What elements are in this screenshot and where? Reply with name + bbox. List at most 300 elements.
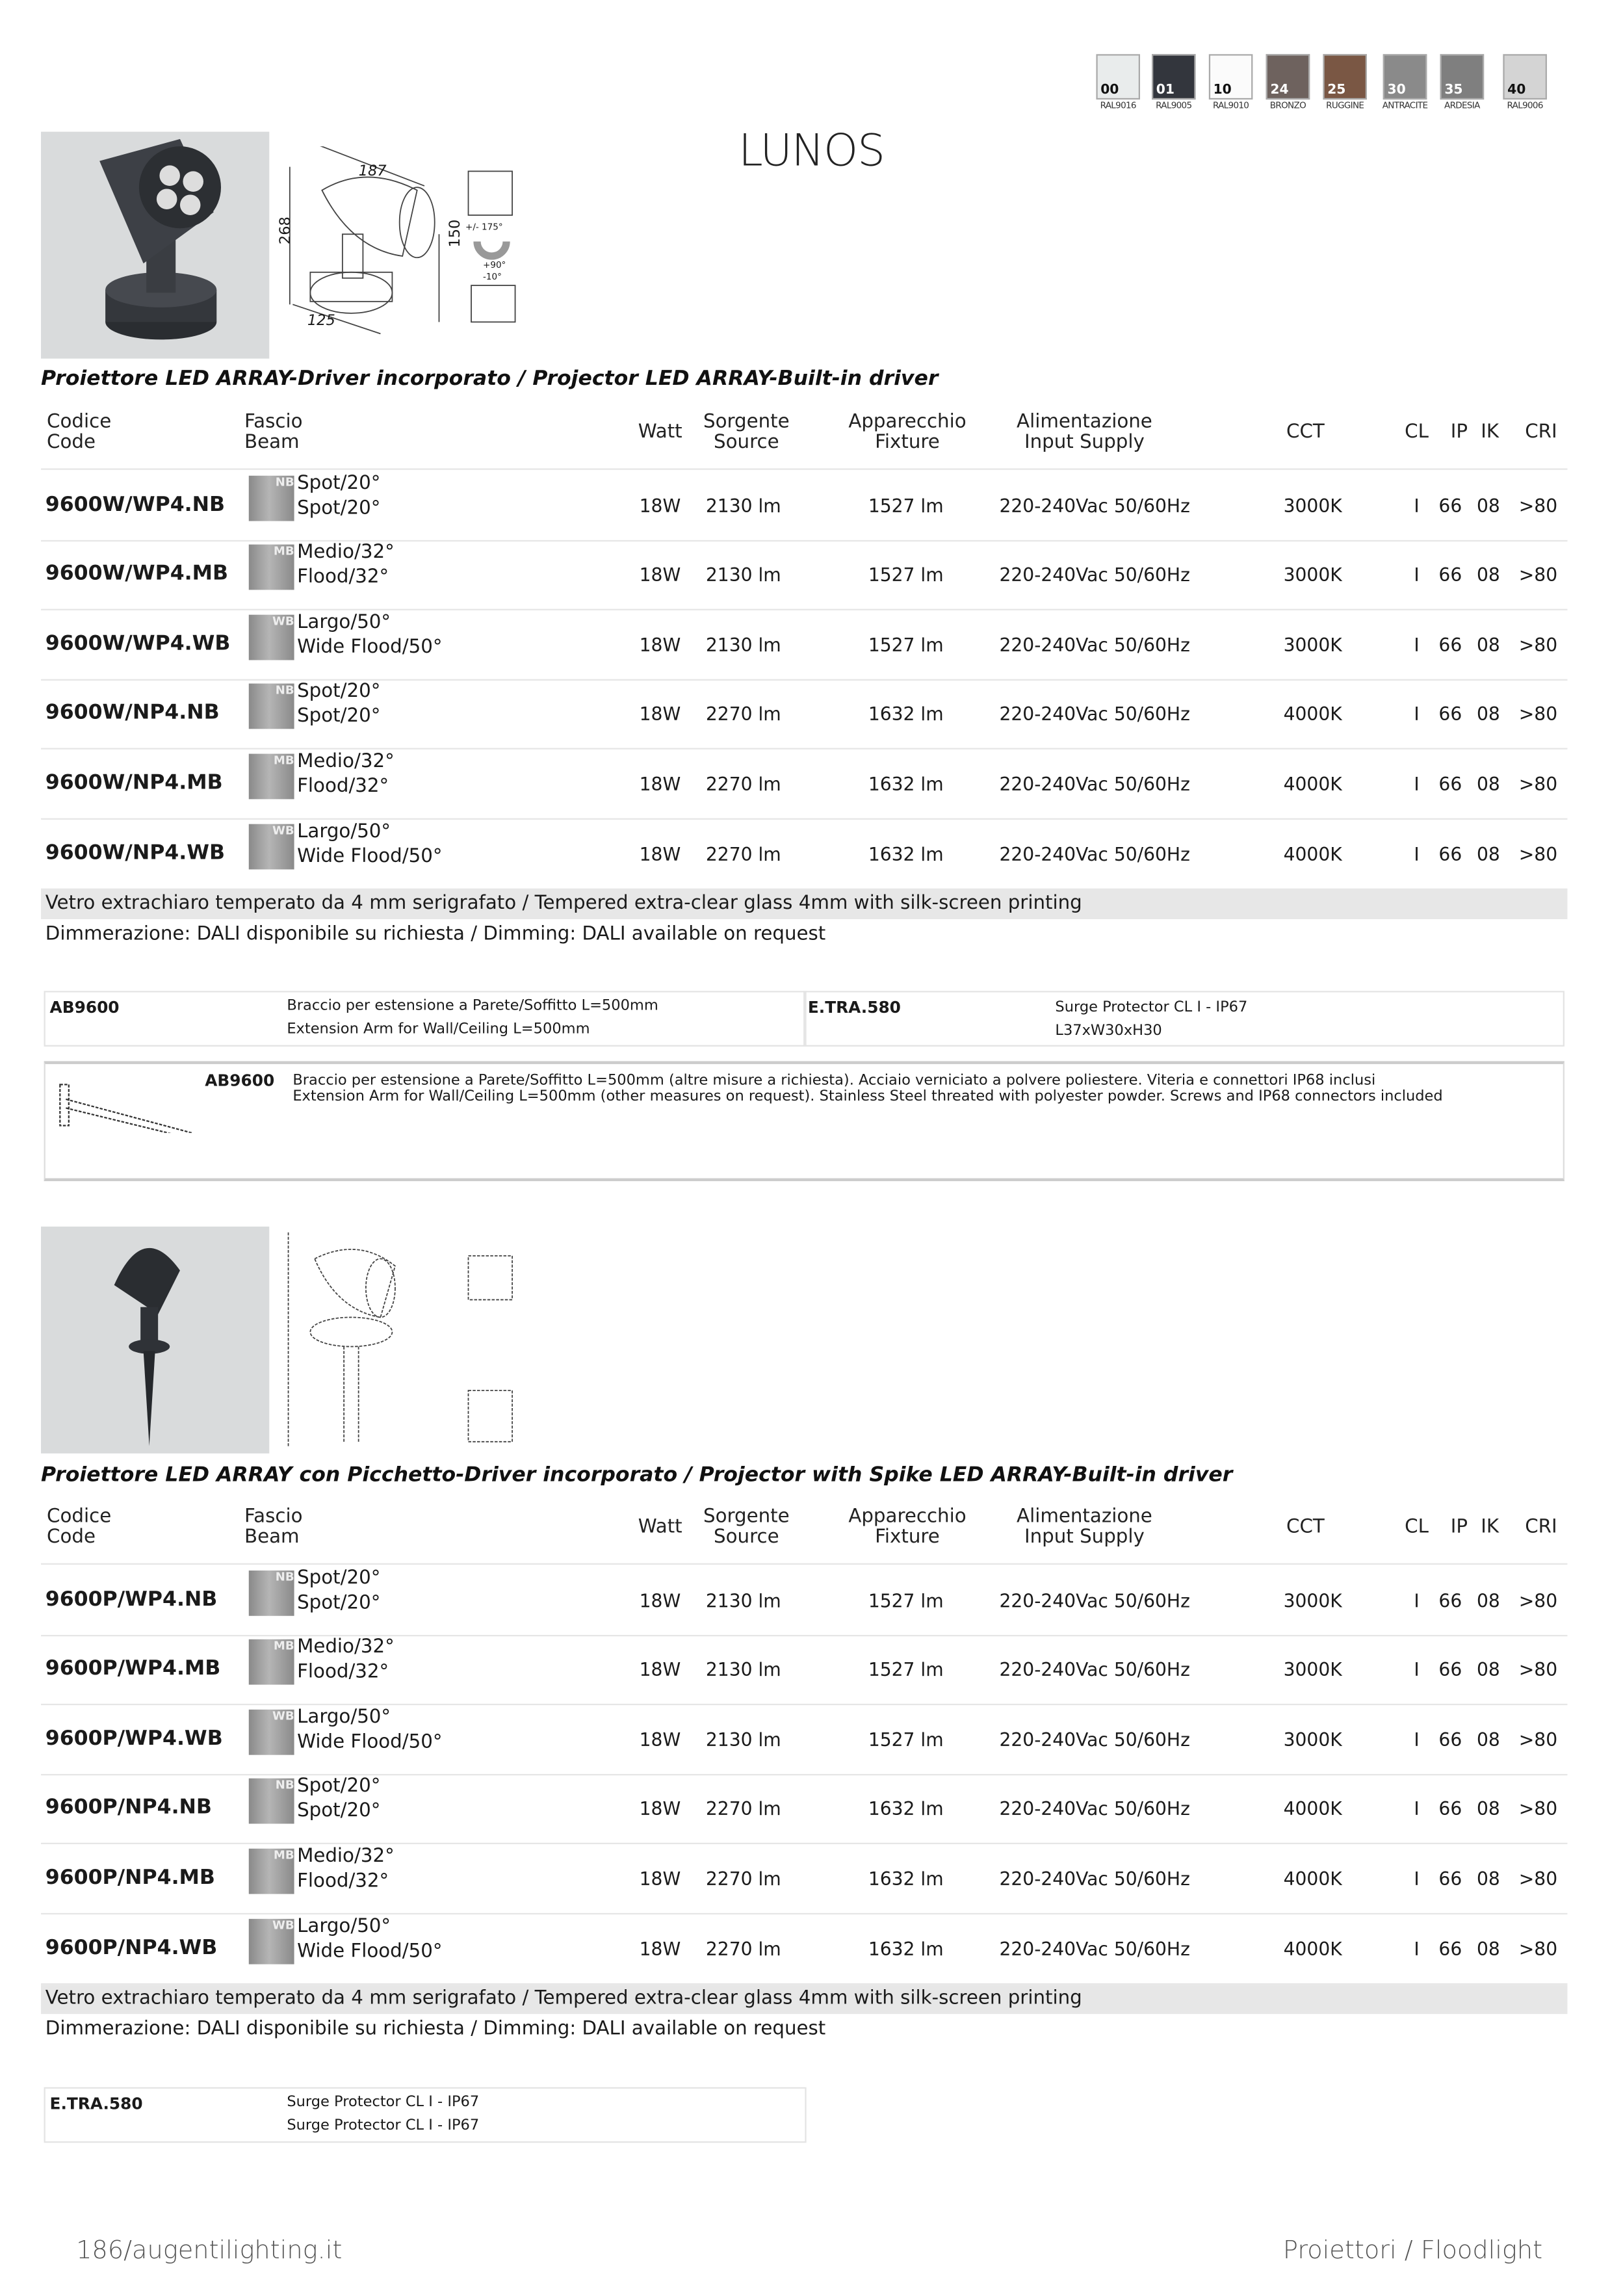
color-swatch[interactable] bbox=[1096, 54, 1140, 99]
table-row[interactable] bbox=[41, 1563, 1567, 1637]
header-label-en: Input Supply bbox=[1024, 432, 1145, 454]
section-heading: Proiettore LED ARRAY-Driver incorporato / Projector LED ARRAY-Built-in driver bbox=[41, 367, 939, 391]
cell-cl: I bbox=[1414, 1868, 1420, 1890]
swatch-label: ARDESIA bbox=[1444, 101, 1480, 112]
cell-ip: 66 bbox=[1438, 1658, 1462, 1680]
cell-cl: I bbox=[1414, 633, 1420, 655]
cell-cl: I bbox=[1414, 1589, 1420, 1612]
dim-base: 125 bbox=[307, 313, 335, 330]
cell-ik: 08 bbox=[1476, 1728, 1500, 1750]
cell-cct: 4000K bbox=[1283, 703, 1342, 725]
cell-watt: 18W bbox=[639, 1658, 681, 1680]
cell-fixture: 1527 lm bbox=[868, 495, 944, 517]
cell-code: 9600W/NP4.WB bbox=[45, 841, 226, 865]
beam-en: Wide Flood/50° bbox=[297, 846, 443, 868]
cell-cri: >80 bbox=[1518, 1797, 1558, 1820]
beam-it: Medio/32° bbox=[297, 751, 395, 774]
dim-head: 150 bbox=[448, 219, 464, 248]
cell-watt: 18W bbox=[639, 1938, 681, 1960]
color-swatch[interactable] bbox=[1209, 54, 1253, 99]
header-label-en: Input Supply bbox=[1024, 1526, 1145, 1549]
header-label-en: Source bbox=[714, 432, 779, 454]
cell-supply: 220-240Vac 50/60Hz bbox=[999, 1868, 1190, 1890]
cell-cl: I bbox=[1414, 1658, 1420, 1680]
floodlight-image bbox=[41, 132, 269, 359]
cell-watt: 18W bbox=[639, 842, 681, 865]
cell-cl: I bbox=[1414, 563, 1420, 586]
beam-icon bbox=[249, 1639, 294, 1684]
cell-cl: I bbox=[1414, 1938, 1420, 1960]
cell-beam bbox=[297, 1914, 442, 1964]
header-label: IP bbox=[1450, 1516, 1468, 1539]
header-label-en: Beam bbox=[244, 1526, 300, 1549]
cell-supply: 220-240Vac 50/60Hz bbox=[999, 633, 1190, 655]
cell-cct: 4000K bbox=[1283, 1938, 1342, 1960]
cell-beam bbox=[297, 750, 395, 800]
cell-ik: 08 bbox=[1476, 842, 1500, 865]
cell-source: 2130 lm bbox=[705, 1728, 781, 1750]
accessory-code: E.TRA.580 bbox=[49, 2094, 143, 2114]
cell-cct: 4000K bbox=[1283, 773, 1342, 796]
cell-cri: >80 bbox=[1518, 773, 1558, 796]
beam-icon bbox=[249, 544, 294, 590]
color-swatch[interactable] bbox=[1503, 54, 1547, 99]
swatch-label: ANTRACITE bbox=[1382, 101, 1428, 112]
beam-badge: NB bbox=[275, 684, 294, 698]
beam-badge: WB bbox=[272, 824, 294, 837]
cell-supply: 220-240Vac 50/60Hz bbox=[999, 1589, 1190, 1612]
cell-cl: I bbox=[1414, 842, 1420, 865]
table-row[interactable] bbox=[41, 678, 1567, 750]
color-swatch[interactable] bbox=[1152, 54, 1196, 99]
cell-code: 9600W/WP4.MB bbox=[45, 562, 229, 586]
cell-cct: 3000K bbox=[1283, 633, 1342, 655]
cell-cl: I bbox=[1414, 495, 1420, 517]
header-label: CCT bbox=[1286, 421, 1325, 444]
header-label: CCT bbox=[1286, 1516, 1325, 1539]
cell-supply: 220-240Vac 50/60Hz bbox=[999, 1728, 1190, 1750]
cell-code: 9600W/NP4.NB bbox=[45, 701, 220, 725]
beam-en: Flood/32° bbox=[297, 1661, 389, 1683]
cell-ik: 08 bbox=[1476, 563, 1500, 586]
beam-it: Medio/32° bbox=[297, 1846, 395, 1868]
cell-supply: 220-240Vac 50/60Hz bbox=[999, 1797, 1190, 1820]
cell-ip: 66 bbox=[1438, 633, 1462, 655]
cell-cri: >80 bbox=[1518, 1658, 1558, 1680]
cell-ik: 08 bbox=[1476, 703, 1500, 725]
header-beam bbox=[244, 413, 303, 454]
color-swatch[interactable] bbox=[1383, 54, 1427, 99]
cell-cct: 3000K bbox=[1283, 563, 1342, 586]
tilt-down-label: -10° bbox=[483, 272, 502, 283]
spike-dimension-drawing bbox=[278, 1229, 527, 1449]
beam-it: Spot/20° bbox=[297, 1567, 381, 1590]
cell-cct: 3000K bbox=[1283, 495, 1342, 517]
cell-cct: 3000K bbox=[1283, 1658, 1342, 1680]
cell-source: 2130 lm bbox=[705, 563, 781, 586]
swatch-code: 25 bbox=[1327, 83, 1346, 98]
header-source bbox=[658, 413, 834, 454]
swatch-code: 24 bbox=[1270, 83, 1289, 98]
header-label: CL bbox=[1405, 1516, 1429, 1539]
cell-ik: 08 bbox=[1476, 495, 1500, 517]
cell-ip: 66 bbox=[1438, 1728, 1462, 1750]
cell-ip: 66 bbox=[1438, 495, 1462, 517]
cell-ik: 08 bbox=[1476, 773, 1500, 796]
dimming-note: Dimmerazione: DALI disponibile su richiesta / Dimming: DALI available on request bbox=[45, 2018, 826, 2041]
cell-fixture: 1527 lm bbox=[868, 563, 944, 586]
dimming-note: Dimmerazione: DALI disponibile su richiesta / Dimming: DALI available on request bbox=[45, 923, 826, 946]
header-label: CL bbox=[1405, 421, 1429, 444]
accessory-desc-it: Surge Protector CL I - IP67 bbox=[1055, 999, 1248, 1016]
footer-category: Proiettori / Floodlight bbox=[1282, 2236, 1543, 2266]
cell-supply: 220-240Vac 50/60Hz bbox=[999, 1938, 1190, 1960]
header-label: Fascio bbox=[244, 411, 303, 434]
header-label: Codice bbox=[47, 1506, 112, 1528]
cell-watt: 18W bbox=[639, 1728, 681, 1750]
cell-beam bbox=[297, 1775, 380, 1825]
beam-en: Flood/32° bbox=[297, 776, 389, 798]
cell-cct: 4000K bbox=[1283, 842, 1342, 865]
footer-page-url[interactable]: 186/augentilighting.it bbox=[76, 2236, 343, 2266]
swatch-label: RAL9010 bbox=[1212, 101, 1249, 112]
header-label: Watt bbox=[638, 421, 682, 444]
beam-it: Spot/20° bbox=[297, 1776, 381, 1798]
beam-it: Medio/32° bbox=[297, 1636, 395, 1658]
cell-code: 9600P/NP4.WB bbox=[45, 1936, 218, 1960]
dim-height: 268 bbox=[278, 216, 294, 245]
table-row[interactable] bbox=[41, 818, 1567, 890]
beam-en: Wide Flood/50° bbox=[297, 636, 443, 659]
beam-en: Flood/32° bbox=[297, 566, 389, 588]
cell-cri: >80 bbox=[1518, 633, 1558, 655]
accessory-dimensions: L37xW30xH30 bbox=[1055, 1023, 1162, 1039]
swatch-label: RAL9016 bbox=[1100, 101, 1136, 112]
table-row[interactable] bbox=[41, 538, 1567, 610]
technical-drawing-spike bbox=[278, 1229, 527, 1449]
swatch-label: RAL9005 bbox=[1156, 101, 1192, 112]
header-source bbox=[658, 1507, 834, 1548]
cell-cct: 3000K bbox=[1283, 1589, 1342, 1612]
cell-cl: I bbox=[1414, 1728, 1420, 1750]
beam-it: Largo/50° bbox=[297, 611, 391, 634]
cell-beam bbox=[297, 540, 395, 590]
cell-ik: 08 bbox=[1476, 1658, 1500, 1680]
header-label: Apparecchio bbox=[848, 1506, 967, 1528]
swatch-label: BRONZO bbox=[1269, 101, 1306, 112]
cell-cl: I bbox=[1414, 773, 1420, 796]
beam-en: Wide Flood/50° bbox=[297, 1730, 443, 1753]
product-photo-wall bbox=[41, 132, 269, 359]
cell-code: 9600W/WP4.WB bbox=[45, 631, 231, 655]
header-label: IP bbox=[1450, 421, 1468, 444]
product-title: LUNOS bbox=[738, 125, 885, 177]
accessory-detail-box bbox=[44, 1061, 1565, 1181]
beam-icon bbox=[249, 476, 294, 521]
cell-beam bbox=[297, 1635, 395, 1685]
cell-source: 2270 lm bbox=[705, 1797, 781, 1820]
swatch-code: 01 bbox=[1156, 83, 1175, 98]
cell-watt: 18W bbox=[639, 773, 681, 796]
cell-watt: 18W bbox=[639, 1589, 681, 1612]
header-label-en: Fixture bbox=[875, 1526, 940, 1549]
cell-source: 2270 lm bbox=[705, 842, 781, 865]
header-label: Alimentazione bbox=[1017, 411, 1152, 434]
swatch-code: 35 bbox=[1444, 83, 1463, 98]
cell-source: 2270 lm bbox=[705, 1938, 781, 1960]
cell-source: 2270 lm bbox=[705, 773, 781, 796]
cell-cri: >80 bbox=[1518, 703, 1558, 725]
swatch-code: 00 bbox=[1100, 83, 1119, 98]
color-swatch[interactable] bbox=[1323, 54, 1367, 99]
header-beam bbox=[244, 1507, 303, 1548]
accessory-etra580[interactable] bbox=[803, 991, 1565, 1047]
beam-badge: NB bbox=[275, 1570, 294, 1584]
cell-supply: 220-240Vac 50/60Hz bbox=[999, 495, 1190, 517]
header-label: Fascio bbox=[244, 1506, 303, 1528]
cell-fixture: 1632 lm bbox=[868, 1868, 944, 1890]
color-swatch[interactable] bbox=[1266, 54, 1310, 99]
glass-note: Vetro extrachiaro temperato da 4 mm serigrafato / Tempered extra-clear glass 4mm with silk-screen printing bbox=[41, 1985, 1567, 2014]
cell-cri: >80 bbox=[1518, 1589, 1558, 1612]
cell-watt: 18W bbox=[639, 495, 681, 517]
cell-supply: 220-240Vac 50/60Hz bbox=[999, 842, 1190, 865]
section-heading: Proiettore LED ARRAY con Picchetto-Driver incorporato / Projector with Spike LED ARRAY-Built-in driver bbox=[41, 1463, 1233, 1487]
beam-icon bbox=[249, 1779, 294, 1825]
cell-cct: 4000K bbox=[1283, 1797, 1342, 1820]
cell-watt: 18W bbox=[639, 1797, 681, 1820]
beam-badge: WB bbox=[272, 1918, 294, 1933]
beam-icon bbox=[249, 684, 294, 729]
glass-note: Vetro extrachiaro temperato da 4 mm serigrafato / Tempered extra-clear glass 4mm with silk-screen printing bbox=[41, 890, 1567, 919]
accessory-desc-it: Braccio per estensione a Parete/Soffitto L=500mm bbox=[287, 998, 658, 1015]
beam-en: Spot/20° bbox=[297, 1592, 381, 1615]
header-label-en: Code bbox=[47, 432, 96, 454]
accessory-ab9600[interactable] bbox=[44, 991, 807, 1047]
header-label-en: Code bbox=[47, 1526, 96, 1549]
cell-fixture: 1632 lm bbox=[868, 1797, 944, 1820]
cell-source: 2130 lm bbox=[705, 1658, 781, 1680]
accessory-code: E.TRA.580 bbox=[807, 998, 901, 1017]
header-label: CRI bbox=[1525, 1516, 1557, 1539]
cell-beam bbox=[297, 471, 380, 521]
extension-arm-drawing bbox=[57, 1082, 196, 1133]
beam-en: Spot/20° bbox=[297, 497, 381, 520]
beam-en: Flood/32° bbox=[297, 1870, 389, 1893]
cell-code: 9600P/WP4.MB bbox=[45, 1656, 221, 1680]
accessory-code: AB9600 bbox=[49, 998, 120, 1017]
swatch-label: RUGGINE bbox=[1326, 101, 1364, 112]
header-cri bbox=[1450, 1516, 1623, 1539]
cell-beam bbox=[297, 1566, 380, 1616]
cell-code: 9600W/NP4.MB bbox=[45, 772, 223, 796]
accessory-etra580[interactable] bbox=[44, 2087, 807, 2143]
swatch-code: 30 bbox=[1387, 83, 1406, 98]
beam-it: Spot/20° bbox=[297, 681, 381, 703]
beam-it: Medio/32° bbox=[297, 541, 395, 564]
cell-source: 2130 lm bbox=[705, 495, 781, 517]
table-row[interactable] bbox=[41, 748, 1567, 820]
cell-ip: 66 bbox=[1438, 563, 1462, 586]
cell-supply: 220-240Vac 50/60Hz bbox=[999, 563, 1190, 586]
detail-desc-en: Extension Arm for Wall/Ceiling L=500mm (other measures on request). Stainless Steel threated with polyester powder. Screws and IP68 connectors included bbox=[292, 1089, 1443, 1105]
cell-ik: 08 bbox=[1476, 633, 1500, 655]
accessory-desc-it: Surge Protector CL I - IP67 bbox=[287, 2094, 480, 2111]
cell-beam bbox=[297, 820, 442, 870]
header-label: Sorgente bbox=[703, 1506, 790, 1528]
spike-floodlight-image bbox=[41, 1227, 269, 1454]
cell-supply: 220-240Vac 50/60Hz bbox=[999, 773, 1190, 796]
header-label: CRI bbox=[1525, 421, 1557, 444]
swatch-label: RAL9006 bbox=[1507, 101, 1543, 112]
cell-code: 9600W/WP4.NB bbox=[45, 493, 226, 517]
header-fixture bbox=[820, 413, 995, 454]
cell-cri: >80 bbox=[1518, 842, 1558, 865]
header-label: Alimentazione bbox=[1017, 1506, 1152, 1528]
cell-supply: 220-240Vac 50/60Hz bbox=[999, 703, 1190, 725]
cell-fixture: 1632 lm bbox=[868, 773, 944, 796]
beam-badge: MB bbox=[273, 544, 294, 558]
header-label-en: Source bbox=[714, 1526, 779, 1549]
header-label-en: Fixture bbox=[875, 432, 940, 454]
cell-ip: 66 bbox=[1438, 773, 1462, 796]
swatch-code: 40 bbox=[1507, 83, 1526, 98]
beam-en: Wide Flood/50° bbox=[297, 1940, 443, 1963]
color-swatch[interactable] bbox=[1440, 54, 1485, 99]
accessory-desc-en: Extension Arm for Wall/Ceiling L=500mm bbox=[287, 1021, 590, 1038]
header-supply bbox=[996, 1507, 1172, 1548]
beam-icon bbox=[249, 754, 294, 800]
cell-source: 2270 lm bbox=[705, 703, 781, 725]
cell-fixture: 1632 lm bbox=[868, 1938, 944, 1960]
table-row[interactable] bbox=[41, 1913, 1567, 1985]
beam-badge: NB bbox=[275, 475, 294, 489]
dim-width: 187 bbox=[358, 164, 387, 180]
beam-icon bbox=[249, 1571, 294, 1616]
header-code bbox=[47, 413, 111, 454]
detail-desc-it: Braccio per estensione a Parete/Soffitto L=500mm (altre misure a richiesta). Acciaio verniciato a polvere poliestere. Viteria e connettori IP68 inclusi bbox=[292, 1073, 1376, 1089]
cell-beam bbox=[297, 680, 380, 730]
cell-cri: >80 bbox=[1518, 563, 1558, 586]
cell-beam bbox=[297, 1704, 442, 1755]
header-code bbox=[47, 1507, 111, 1548]
cell-ik: 08 bbox=[1476, 1938, 1500, 1960]
beam-badge: WB bbox=[272, 614, 294, 628]
beam-it: Spot/20° bbox=[297, 473, 381, 495]
cell-cri: >80 bbox=[1518, 1868, 1558, 1890]
beam-en: Spot/20° bbox=[297, 1801, 381, 1823]
table-row[interactable] bbox=[41, 469, 1567, 542]
cell-fixture: 1527 lm bbox=[868, 633, 944, 655]
beam-it: Largo/50° bbox=[297, 821, 391, 843]
cell-cl: I bbox=[1414, 703, 1420, 725]
header-cri bbox=[1450, 421, 1623, 444]
technical-drawing-wall bbox=[278, 146, 527, 351]
beam-badge: MB bbox=[273, 753, 294, 768]
beam-it: Largo/50° bbox=[297, 1916, 391, 1938]
cell-fixture: 1632 lm bbox=[868, 842, 944, 865]
cell-ik: 08 bbox=[1476, 1797, 1500, 1820]
cell-source: 2130 lm bbox=[705, 1589, 781, 1612]
tilt-up-label: +90° bbox=[483, 260, 506, 271]
cell-ip: 66 bbox=[1438, 1868, 1462, 1890]
beam-it: Largo/50° bbox=[297, 1706, 391, 1729]
beam-icon bbox=[249, 614, 294, 660]
header-label: Sorgente bbox=[703, 411, 790, 434]
cell-cct: 4000K bbox=[1283, 1868, 1342, 1890]
rotation-label: +/- 175° bbox=[465, 222, 503, 233]
cell-cl: I bbox=[1414, 1797, 1420, 1820]
header-label: Codice bbox=[47, 411, 112, 434]
detail-code: AB9600 bbox=[205, 1071, 275, 1091]
table-row[interactable] bbox=[41, 1703, 1567, 1775]
cell-fixture: 1527 lm bbox=[868, 1589, 944, 1612]
swatch-code: 10 bbox=[1213, 83, 1232, 98]
cell-watt: 18W bbox=[639, 1868, 681, 1890]
cell-ip: 66 bbox=[1438, 842, 1462, 865]
cell-fixture: 1632 lm bbox=[868, 703, 944, 725]
cell-ip: 66 bbox=[1438, 1938, 1462, 1960]
cell-supply: 220-240Vac 50/60Hz bbox=[999, 1658, 1190, 1680]
beam-badge: MB bbox=[273, 1639, 294, 1652]
cell-beam bbox=[297, 610, 442, 660]
cell-ip: 66 bbox=[1438, 1797, 1462, 1820]
cell-ik: 08 bbox=[1476, 1589, 1500, 1612]
cell-code: 9600P/WP4.NB bbox=[45, 1587, 218, 1612]
accessory-desc-en: Surge Protector CL I - IP67 bbox=[287, 2118, 480, 2134]
beam-en: Spot/20° bbox=[297, 706, 381, 728]
cell-source: 2270 lm bbox=[705, 1868, 781, 1890]
table-row[interactable] bbox=[41, 608, 1567, 680]
cell-fixture: 1527 lm bbox=[868, 1728, 944, 1750]
beam-badge: MB bbox=[273, 1849, 294, 1862]
cell-fixture: 1527 lm bbox=[868, 1658, 944, 1680]
beam-icon bbox=[249, 1919, 294, 1964]
beam-badge: NB bbox=[275, 1779, 294, 1792]
cell-code: 9600P/NP4.MB bbox=[45, 1866, 215, 1890]
cell-watt: 18W bbox=[639, 563, 681, 586]
table-row[interactable] bbox=[41, 1633, 1567, 1704]
cell-cct: 3000K bbox=[1283, 1728, 1342, 1750]
beam-icon bbox=[249, 1849, 294, 1894]
cell-ip: 66 bbox=[1438, 1589, 1462, 1612]
header-label: IK bbox=[1481, 421, 1500, 444]
cell-code: 9600P/NP4.NB bbox=[45, 1796, 212, 1820]
cell-watt: 18W bbox=[639, 633, 681, 655]
header-label: Watt bbox=[638, 1516, 682, 1539]
beam-icon bbox=[249, 824, 294, 870]
cell-cri: >80 bbox=[1518, 1938, 1558, 1960]
header-label: Apparecchio bbox=[848, 411, 967, 434]
cell-code: 9600P/WP4.WB bbox=[45, 1726, 223, 1750]
cell-source: 2130 lm bbox=[705, 633, 781, 655]
cell-ik: 08 bbox=[1476, 1868, 1500, 1890]
cell-cri: >80 bbox=[1518, 495, 1558, 517]
beam-badge: WB bbox=[272, 1708, 294, 1723]
cell-watt: 18W bbox=[639, 703, 681, 725]
header-label-en: Beam bbox=[244, 432, 300, 454]
table-row[interactable] bbox=[41, 1843, 1567, 1914]
cell-cri: >80 bbox=[1518, 1728, 1558, 1750]
beam-icon bbox=[249, 1709, 294, 1755]
header-label: IK bbox=[1481, 1516, 1500, 1539]
product-photo-spike bbox=[41, 1227, 269, 1454]
cell-beam bbox=[297, 1844, 395, 1894]
header-supply bbox=[996, 413, 1172, 454]
header-fixture bbox=[820, 1507, 995, 1548]
table-row[interactable] bbox=[41, 1773, 1567, 1845]
cell-ip: 66 bbox=[1438, 703, 1462, 725]
